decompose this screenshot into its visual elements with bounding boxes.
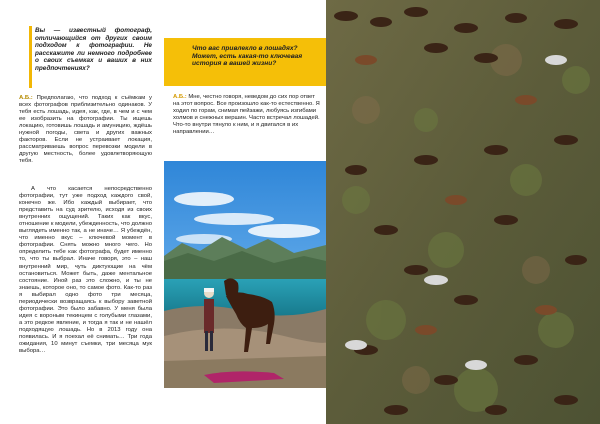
- question-accent-bar: [29, 26, 32, 88]
- rider-photo-illustration: [164, 161, 326, 388]
- answer-text-1: Предполагаю, что подход к съёмкам у всех фотографов приблизительно одинаков. У тебя есть лошадь, идея, как, где, в чем и с чем ее изобразить на фотографии. Ты ищешь локацию, готовишь лошадь и амуницию, ждёшь нужной погоды, света и других важных факторов. Если не устраивает локация, рассматриваешь вопрос перевозки модели в другую местность, более удовлетворяющую тебя.: [19, 95, 152, 165]
- answer-lead-initials: А.Б.:: [19, 95, 33, 101]
- answer-paragraph-2: А что касается непосредственно фотографии, тут уже подход каждого свой, конечно же. Ибо каждый выбирает, что представить на суд зрителю, исходя из своих внутренних ощущений. Таких как вкус, отношение к модели, убежденность, что должно выглядеть именно так, а не иначе… Я убеждён, что именно вкус – ключевой момент в фотографии. Снять можно много чего. Но определить тебе как фотографа, будет именно то, что ты выбрал. Иначе говоря, это – наш внутренний мир, чуть диктующие на чём остановиться. Может быть, даже ментальное состояние. Иной раз это сложно, и ты не знаешь, которое оно, то самое фото. Как-то раз я выбирал одно фото три месяца, периодически возвращаясь к выбору заветной фотографии. Это было забавно. У меня была идея с вороным текинцем с голубыми глазами, а это редкое явление, и тогда я так и не нашёл подходящую лошадь. Но в 2013 году она появилась. И я поехал её снимать… Три года ожидания, 10 минут съемки, три месяца мук выбора…: [19, 186, 152, 355]
- answer-paragraph-3: [173, 94, 323, 136]
- answer-lead-initials-2: А.Б.:: [173, 94, 187, 100]
- herd-photo-illustration: [326, 0, 600, 424]
- mountain-rider-photo: [164, 161, 326, 388]
- herd-photo: [326, 0, 600, 424]
- interview-question-1: Вы — известный фотограф, отличающийся от других своим подходом к фотографии. Не расскажите ли немного подробнее о своих съемках и ваших в них предпочтениях?: [35, 27, 152, 72]
- interview-question-2: Что вас привлекло в лошадях? Может, есть какая-то ключевая история в вашей жизни?: [192, 45, 303, 68]
- answer-paragraph-1: [19, 95, 152, 165]
- answer-text-3: Мне, честно говоря, неведом до сих пор ответ на этот вопрос. Все произошло как-то естественно. Я ходил по горам, снимая пейзажи, любуясь изгибами холмов и снежных вершин. Часто встречал лошадей. Что-то внутри тянуло к ним, и я двигался в их направлении…: [173, 94, 320, 136]
